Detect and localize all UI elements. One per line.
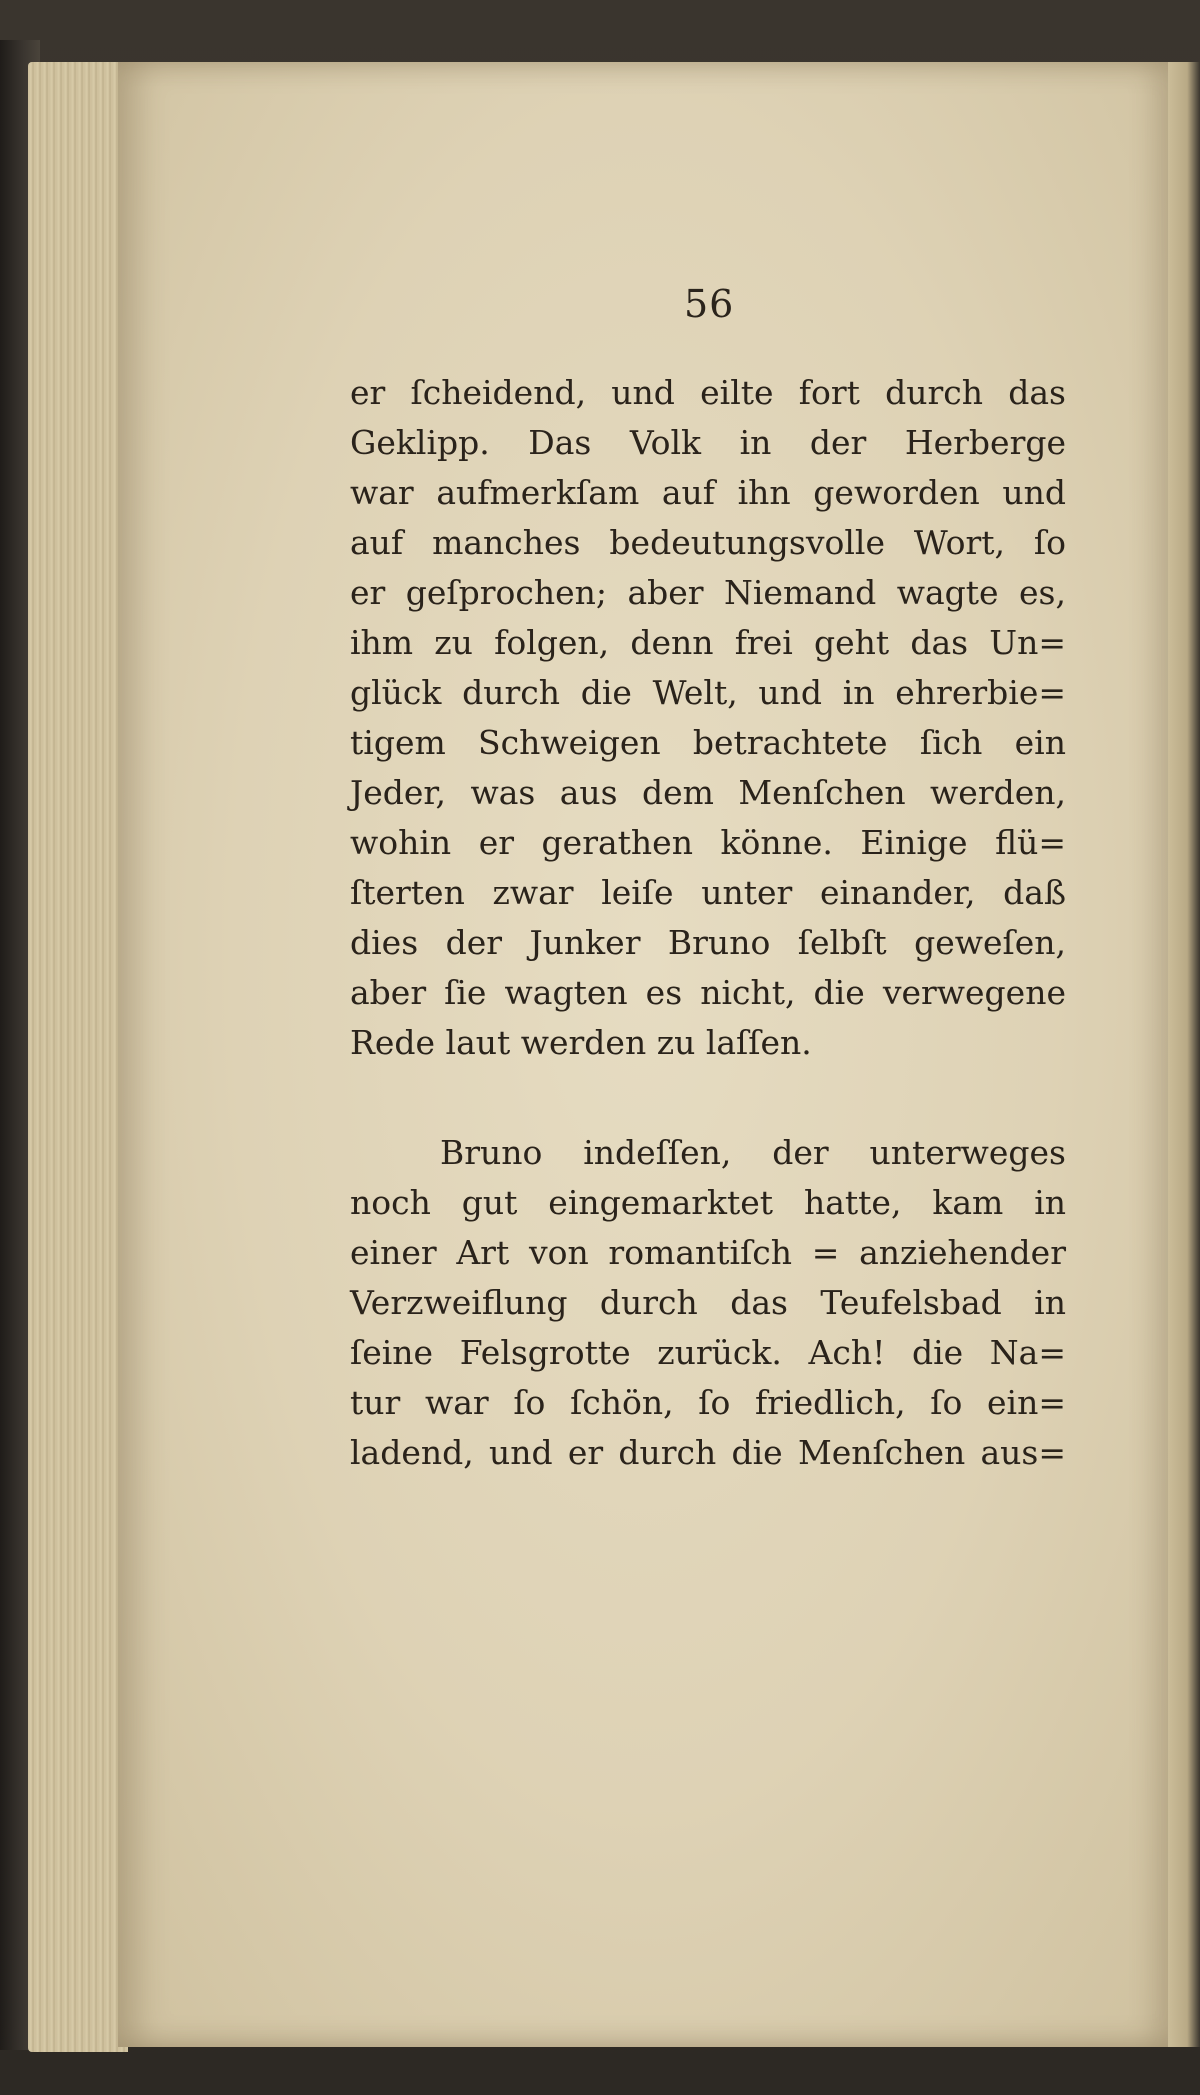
text-line: auf manches bedeutungsvolle Wort, ſo	[350, 523, 1066, 562]
text-line: aber ſie wagten es nicht, die verwegene	[350, 973, 1066, 1012]
text-line: glück durch die Welt, und in ehrerbie=	[350, 673, 1066, 712]
text-line: er geſprochen; aber Niemand wagte es,	[350, 573, 1066, 612]
page-number: 56	[684, 282, 735, 326]
paragraph-1	[350, 368, 1066, 1068]
text-line: tigem Schweigen betrachtete ſich ein	[350, 723, 1066, 762]
text-line: Verzweiflung durch das Teufelsbad in	[350, 1283, 1066, 1322]
text-line: er ſcheidend, und eilte fort durch das	[350, 373, 1066, 412]
text-line: ſeine Felsgrotte zurück. Ach! die Na=	[350, 1333, 1066, 1372]
text-line: ladend, und er durch die Menſchen aus=	[350, 1433, 1066, 1472]
text-line: ihm zu folgen, denn frei geht das Un=	[350, 623, 1066, 662]
text-line: tur war ſo ſchön, ſo friedlich, ſo ein=	[350, 1383, 1066, 1422]
text-line: Jeder, was aus dem Menſchen werden,	[350, 773, 1066, 812]
page-stack-edge	[28, 62, 128, 2052]
text-line: war aufmerkſam auf ihn geworden und	[350, 473, 1066, 512]
text-line: dies der Junker Bruno ſelbſt geweſen,	[350, 923, 1066, 962]
text-line: wohin er gerathen könne. Einige flü=	[350, 823, 1066, 862]
page-right-edge	[1168, 62, 1200, 2047]
text-line: ſterten zwar leiſe unter einander, daß	[350, 873, 1066, 912]
page-text	[350, 368, 1066, 1478]
paragraph-2	[350, 1128, 1066, 1478]
text-line: einer Art von romantiſch = anziehender	[350, 1233, 1066, 1272]
text-line: Geklipp. Das Volk in der Herberge	[350, 423, 1066, 462]
text-line: noch gut eingemarktet hatte, kam in	[350, 1183, 1066, 1222]
paragraph-gap	[350, 1068, 1066, 1128]
text-line: Bruno indeſſen, der unterweges	[440, 1133, 1066, 1172]
text-line: Rede laut werden zu laſſen.	[350, 1023, 812, 1062]
